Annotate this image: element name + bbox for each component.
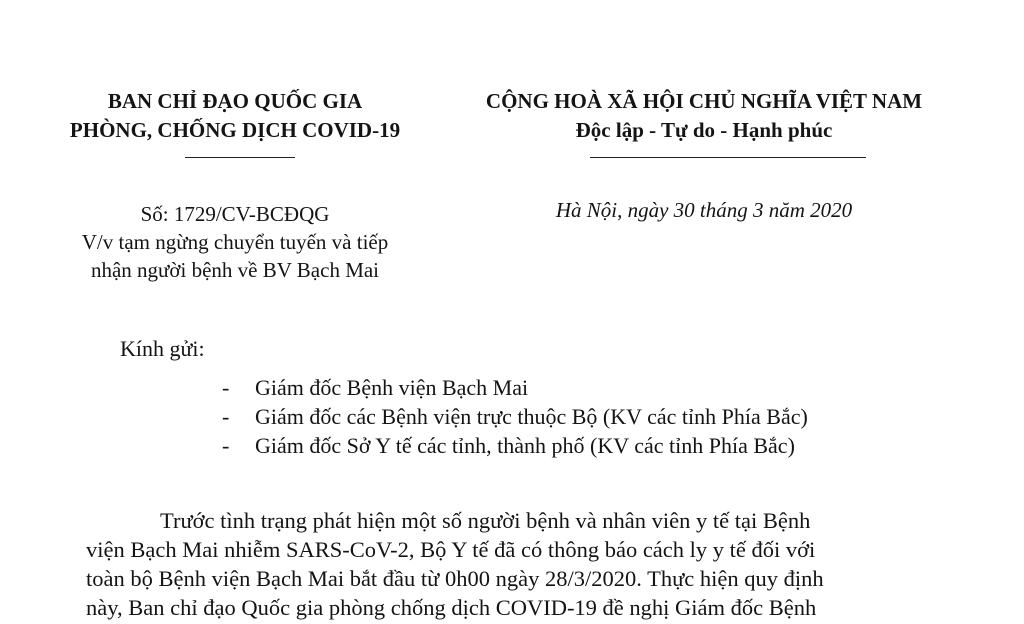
recipient-bullet: -: [222, 375, 230, 400]
body-text-line: viện Bạch Mai nhiễm SARS-CoV-2, Bộ Y tế đã có thông báo cách ly y tế đối với: [86, 537, 816, 562]
body-text-line: toàn bộ Bệnh viện Bạch Mai bắt đầu từ 0h00 ngày 28/3/2020. Thực hiện quy định: [86, 566, 824, 591]
body-text-line: này, Ban chỉ đạo Quốc gia phòng chống dịch COVID-19 đề nghị Giám đốc Bệnh: [86, 595, 817, 620]
place-and-date: Hà Nội, ngày 30 tháng 3 năm 2020: [555, 198, 853, 222]
national-title: CỘNG HOÀ XÃ HỘI CHỦ NGHĨA VIỆT NAM: [485, 89, 923, 113]
recipient-item: Giám đốc Bệnh viện Bạch Mai: [255, 375, 529, 400]
subject-line-1: V/v tạm ngừng chuyển tuyến và tiếp: [81, 230, 389, 254]
recipient-item: Giám đốc Sở Y tế các tỉnh, thành phố (KV các tỉnh Phía Bắc): [255, 433, 795, 458]
recipient-item: Giám đốc các Bệnh viện trực thuộc Bộ (KV các tỉnh Phía Bắc): [255, 404, 808, 429]
recipient-bullet: -: [222, 404, 230, 429]
right-header-divider: [590, 157, 866, 158]
issuing-authority-line1: BAN CHỈ ĐẠO QUỐC GIA: [107, 89, 363, 113]
document-number: Số: 1729/CV-BCĐQG: [140, 202, 330, 226]
salutation: Kính gửi:: [120, 336, 205, 361]
subject-line-2: nhận người bệnh về BV Bạch Mai: [90, 258, 380, 282]
recipient-bullet: -: [222, 433, 230, 458]
national-motto: Độc lập - Tự do - Hạnh phúc: [575, 118, 833, 142]
body-text-line: Trước tình trạng phát hiện một số người bệnh và nhân viên y tế tại Bệnh: [160, 508, 811, 533]
left-header-divider: [185, 157, 295, 158]
issuing-authority-line2: PHÒNG, CHỐNG DỊCH COVID-19: [69, 118, 401, 142]
